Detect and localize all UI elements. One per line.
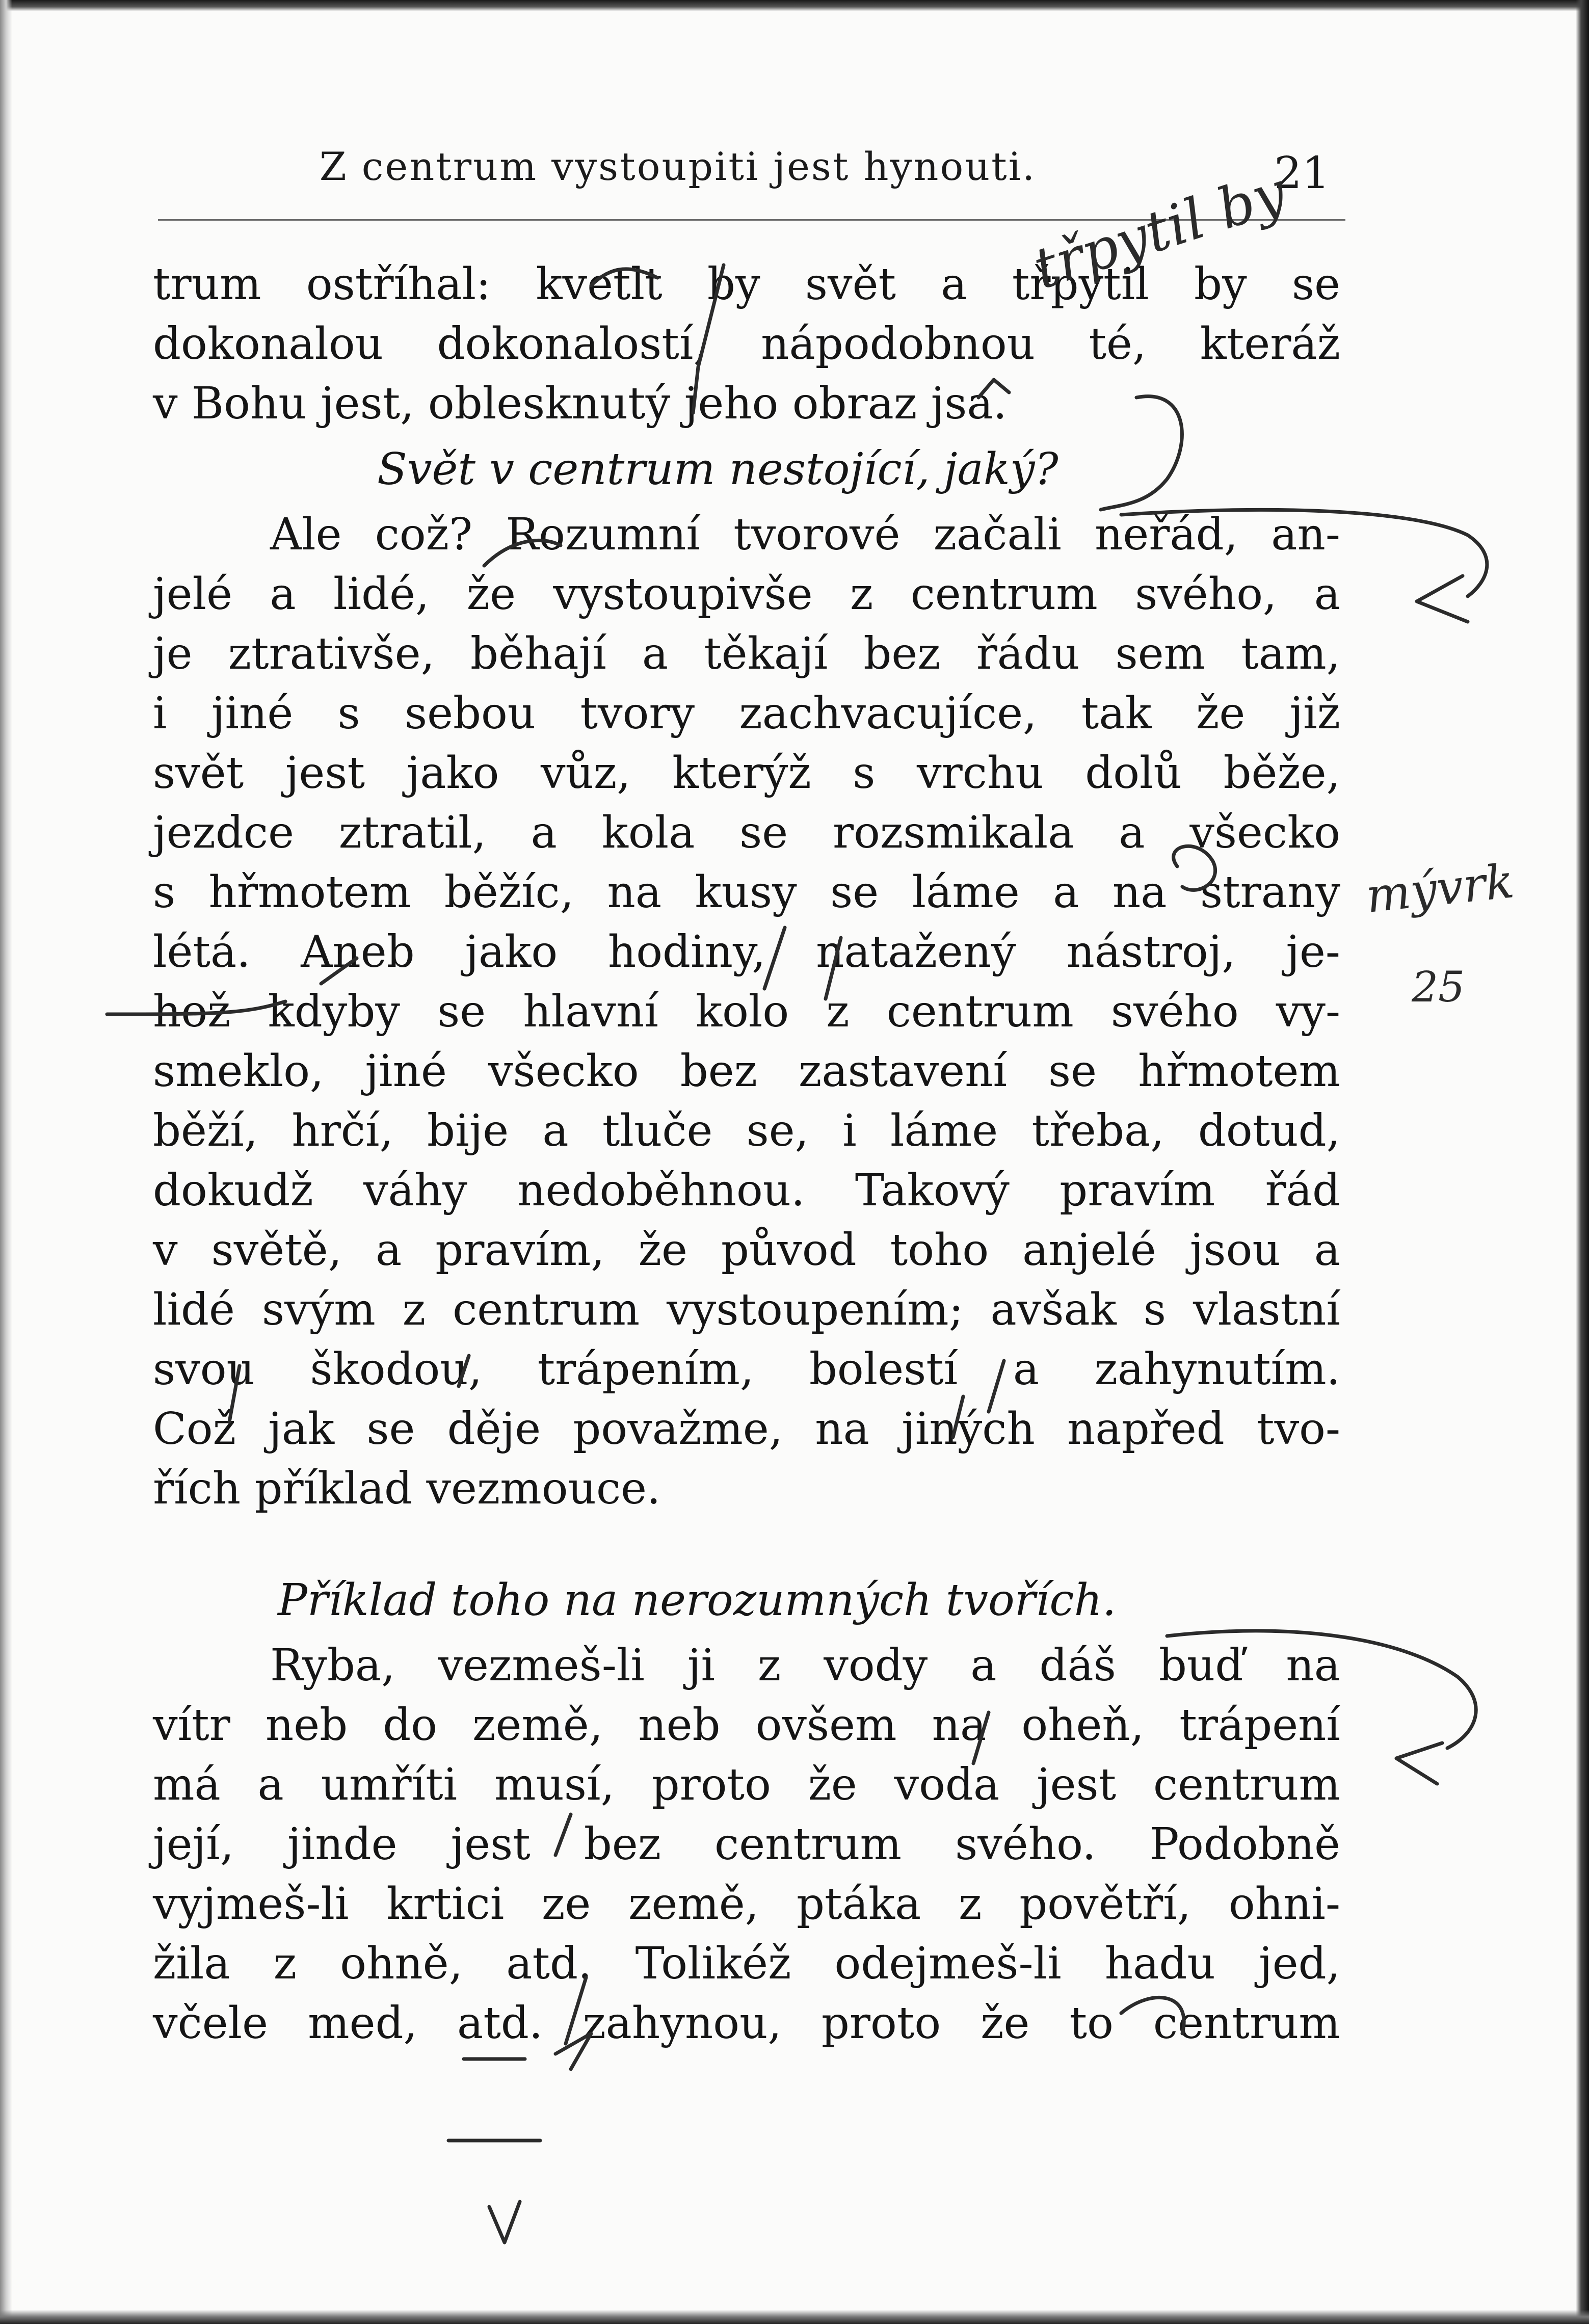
text-line: dokudž váhy nedoběhnou. Takový pravím řád [153, 1165, 1340, 1216]
margin-arrow [1396, 1743, 1442, 1784]
text-line: v světě, a pravím, že původ toho anjelé jsou a [153, 1225, 1340, 1276]
text-line: je ztrativše, běhají a těkají bez řádu sem tam, [153, 628, 1340, 679]
text-line: jezdce ztratil, a kola se rozsmikala a všecko [153, 807, 1340, 858]
page-number: 21 [1274, 148, 1330, 199]
text-line: Což jak se děje považme, na jiných napřed tvo- [153, 1404, 1340, 1455]
text-line: s hřmotem běžíc, na kusy se láme a na strany [153, 867, 1340, 918]
text-line: hož kdyby se hlavní kolo z centrum svého vy- [153, 986, 1340, 1037]
text-line: vítr neb do země, neb ovšem na oheň, trápení [153, 1700, 1340, 1751]
margin-arrow [1417, 576, 1468, 622]
text-line: lidé svým z centrum vystoupením; avšak s vlastní [153, 1284, 1340, 1335]
paragraph-1 [153, 255, 1340, 434]
section-gap [153, 1519, 1340, 1565]
text-line: v Bohu jest, oblesknutý jeho obraz jsa. [153, 378, 1007, 429]
scan-edge-right [1576, 0, 1589, 2324]
handwritten-note-margin: mývrk [1363, 854, 1517, 923]
text-line: létá. Aneb jako hodiny, natažený nástroj, je- [153, 927, 1340, 978]
text-line: má a umříti musí, proto že voda jest centrum [153, 1759, 1340, 1810]
paragraph-3 [153, 1636, 1340, 2053]
text-line: žila z ohně, atd. Tolikéž odejmeš-li hadu jed, [153, 1938, 1340, 1989]
text-line: i jiné s sebou tvory zachvacujíce, tak že již [153, 688, 1340, 739]
scan-edge-top [0, 0, 1589, 11]
paragraph-2 [153, 505, 1340, 1519]
text-line: svou škodou, trápením, bolestí a zahynutím. [153, 1344, 1340, 1395]
handwritten-note-top: třpytil by [1025, 159, 1294, 302]
scan-edge-bottom [0, 2310, 1589, 2324]
text-line: řích příklad vezmouce. [153, 1463, 661, 1514]
text-line: trum ostříhal: kvetlt by svět a třpytil by se [153, 259, 1340, 310]
text-line: včele med, atd. zahynou, proto že to centrum [153, 1998, 1340, 2049]
text-line: dokonalou dokonalostí, nápodobnou té, kteráž [153, 319, 1340, 369]
text-line: vyjmeš-li krtici ze země, ptáka z povětří, ohni- [153, 1879, 1340, 1930]
handwritten-note-number: 25 [1412, 963, 1465, 1012]
text-line: Ale což? Rozumní tvorové začali neřád, an- [270, 509, 1340, 560]
section-heading: Svět v centrum nestojící, jaký? [377, 444, 1058, 495]
text-line: svět jest jako vůz, kterýž s vrchu dolů běže, [153, 748, 1340, 799]
caret-bottom [489, 2202, 520, 2242]
body-text [153, 255, 1340, 2053]
scan-edge-left [0, 0, 12, 2324]
text-line: její, jinde jest bez centrum svého. Podobně [153, 1819, 1340, 1870]
text-line: Ryba, vezmeš-li ji z vody a dáš buď na [270, 1640, 1340, 1691]
section-heading: Příklad toho na nerozumných tvořích. [278, 1575, 1117, 1626]
text-line: smeklo, jiné všecko bez zastavení se hřmotem [153, 1046, 1340, 1097]
running-title: Z centrum vystoupiti jest hynouti. [319, 144, 1037, 189]
text-line: běží, hrčí, bije a tluče se, i láme třeba, dotud, [153, 1105, 1340, 1156]
text-line: jelé a lidé, že vystoupivše z centrum svého, a [153, 569, 1340, 620]
